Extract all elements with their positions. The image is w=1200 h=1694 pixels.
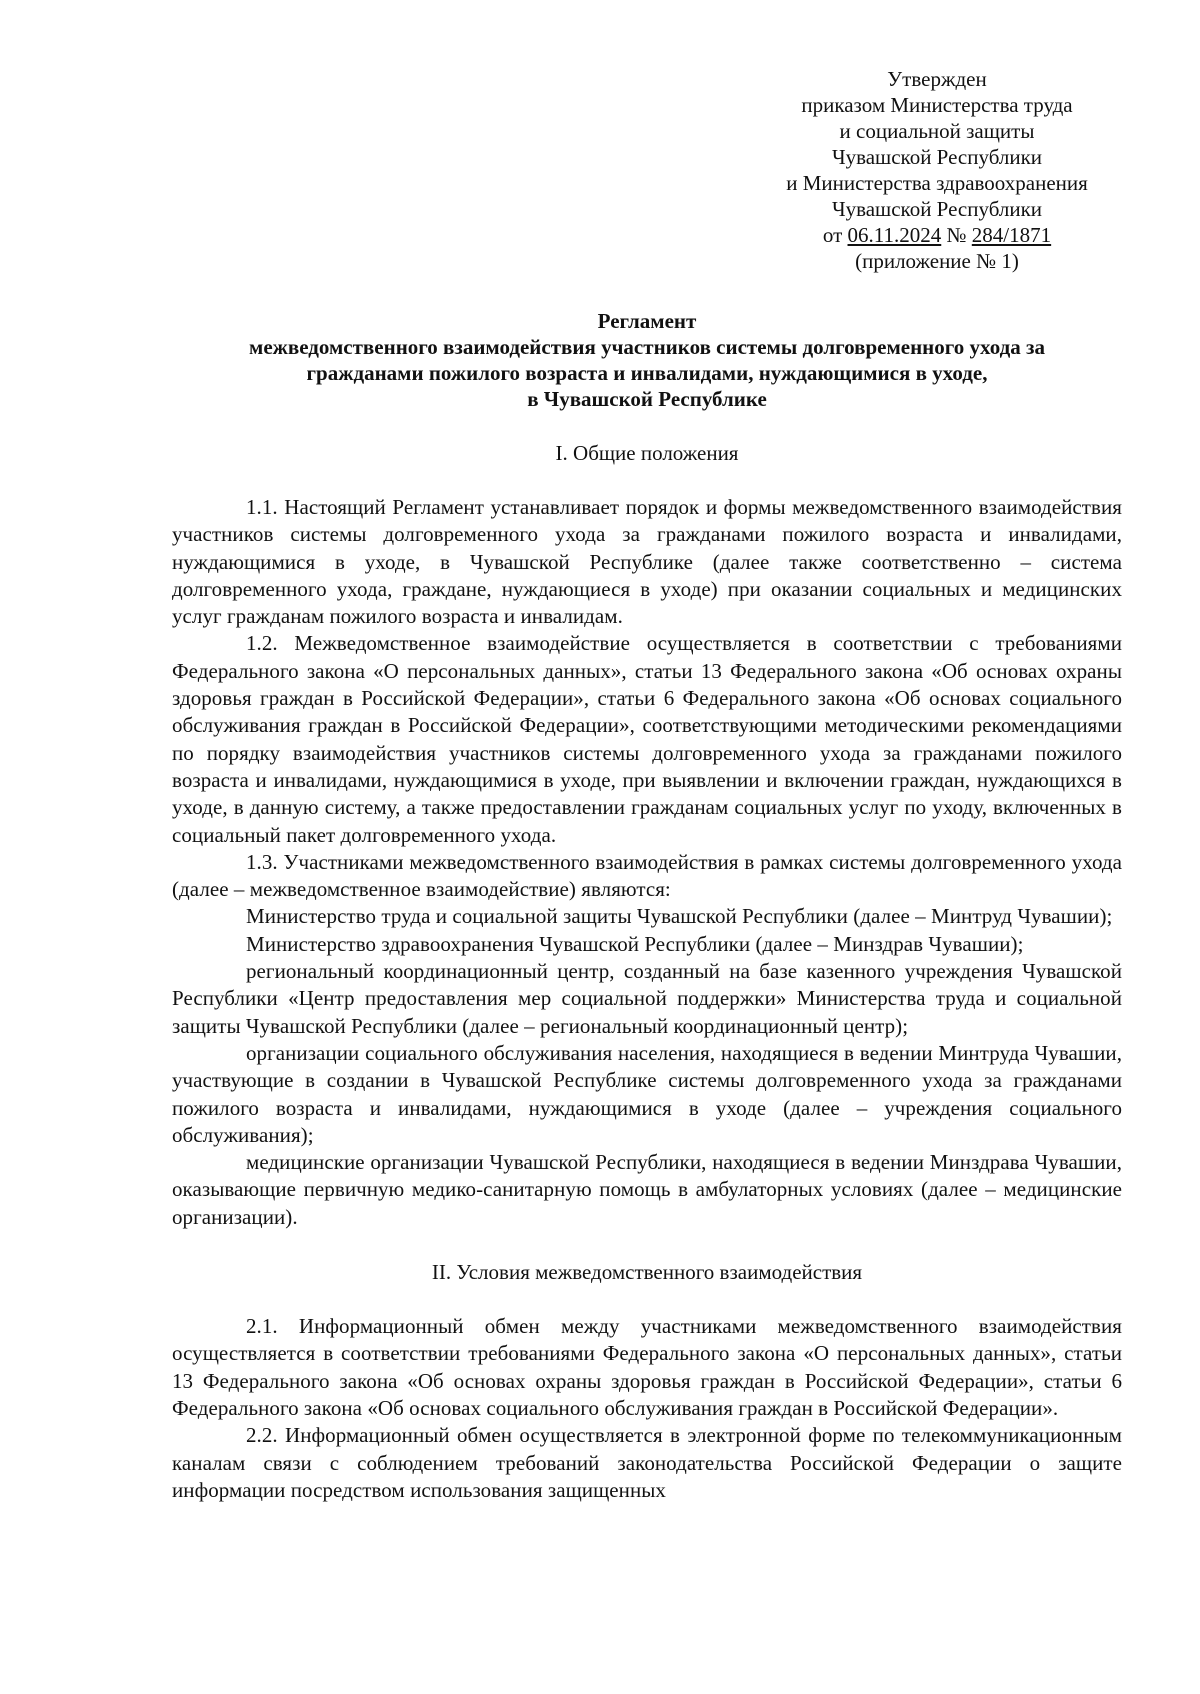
paragraph: Министерство здравоохранения Чувашской Республики (далее – Минздрав Чувашии);	[246, 931, 1024, 956]
paragraph: 1.1. Настоящий Регламент устанавливает порядок и формы межведомственного взаимодействия участников системы долговременного ухода за гражданами пожилого возраста и инвалидами, нуждающимися в уходе, в Чувашской Республике (далее также соответственно – система долговременного ухода, граждане, нуждающиеся в уходе) при оказании социальных и медицинских услуг гражданам пожилого возраста и инвалидам.	[172, 495, 1122, 629]
document-page	[172, 66, 1122, 1504]
approval-line: приказом Министерства труда	[801, 93, 1073, 117]
approval-line: и Министерства здравоохранения	[786, 171, 1088, 195]
document-title	[172, 308, 1122, 412]
section-heading: II. Условия межведомственного взаимодействия	[431, 1260, 863, 1285]
approval-line: и социальной защиты	[839, 119, 1035, 143]
approval-date-line	[752, 222, 1122, 248]
title-line: гражданами пожилого возраста и инвалидами, нуждающимися в уходе,	[306, 361, 988, 385]
section-body	[172, 1313, 1122, 1504]
paragraph: медицинские организации Чувашской Республики, находящиеся в ведении Минздрава Чувашии, оказывающие первичную медико-санитарную помощь в амбулаторных условиях (далее – медицинские организации).	[172, 1150, 1122, 1229]
order-date: 06.11.2024	[847, 223, 942, 247]
date-prefix: от	[822, 223, 848, 247]
paragraph: 2.2. Информационный обмен осуществляется в электронной форме по телекоммуникационным каналам связи с соблюдением требований законодательства Российской Федерации о защите информации посредством использования защищенных	[172, 1423, 1122, 1502]
paragraph: 1.2. Межведомственное взаимодействие осуществляется в соответствии с требованиями Федерального закона «О персональных данных», статьи 13 Федерального закона «Об основах охраны здоровья граждан в Российской Федерации», статьи 6 Федерального закона «Об основах социального обслуживания граждан в Российской Федерации», соответствующими методическими рекомендациями по порядку взаимодействия участников системы долговременного ухода за гражданами пожилого возраста и инвалидами, нуждающимися в уходе, при выявлении и включении граждан, нуждающихся в уходе, в данную систему, а также предоставлении гражданам социальных услуг по уходу, включенных в социальный пакет долговременного ухода.	[172, 631, 1122, 847]
paragraph: организации социального обслуживания населения, находящиеся в ведении Минтруда Чувашии, участвующие в создании в Чувашской Республике системы долговременного ухода за гражданами пожилого возраста и инвалидами, нуждающимися в уходе (далее – учреждения социального обслуживания);	[172, 1040, 1122, 1147]
paragraph: региональный координационный центр, созданный на базе казенного учреждения Чувашской Республики «Центр предоставления мер социальной поддержки» Министерства труда и социальной защиты Чувашской Республики (далее – региональный координационный центр);	[172, 959, 1122, 1038]
number-prefix: №	[941, 223, 972, 247]
paragraph: 1.3. Участниками межведомственного взаимодействия в рамках системы долговременного ухода (далее – межведомственное взаимодействие) являются:	[172, 849, 1122, 902]
section-body	[172, 494, 1122, 1231]
approval-line: Чувашской Республики	[831, 197, 1043, 221]
order-number: 284/1871	[971, 223, 1052, 247]
paragraph: 2.1. Информационный обмен между участниками межведомственного взаимодействия осуществляется в соответствии требованиями Федерального закона «О персональных данных», статьи 13 Федерального закона «Об основах охраны здоровья граждан в Российской Федерации», статьи 6 Федерального закона «Об основах социального обслуживания граждан в Российской Федерации».	[172, 1314, 1122, 1420]
approval-line: Чувашской Республики	[831, 145, 1043, 169]
paragraph: Министерство труда и социальной защиты Чувашской Республики (далее – Минтруд Чувашии);	[246, 904, 1113, 929]
approval-line: Утвержден	[887, 67, 987, 91]
title-line: межведомственного взаимодействия участников системы долговременного ухода за	[249, 335, 1045, 359]
approval-block	[752, 66, 1122, 274]
title-line: Регламент	[597, 309, 697, 333]
title-line: в Чувашской Республике	[527, 387, 767, 411]
section-heading: I. Общие положения	[555, 441, 739, 465]
appendix-label: (приложение № 1)	[855, 249, 1019, 273]
